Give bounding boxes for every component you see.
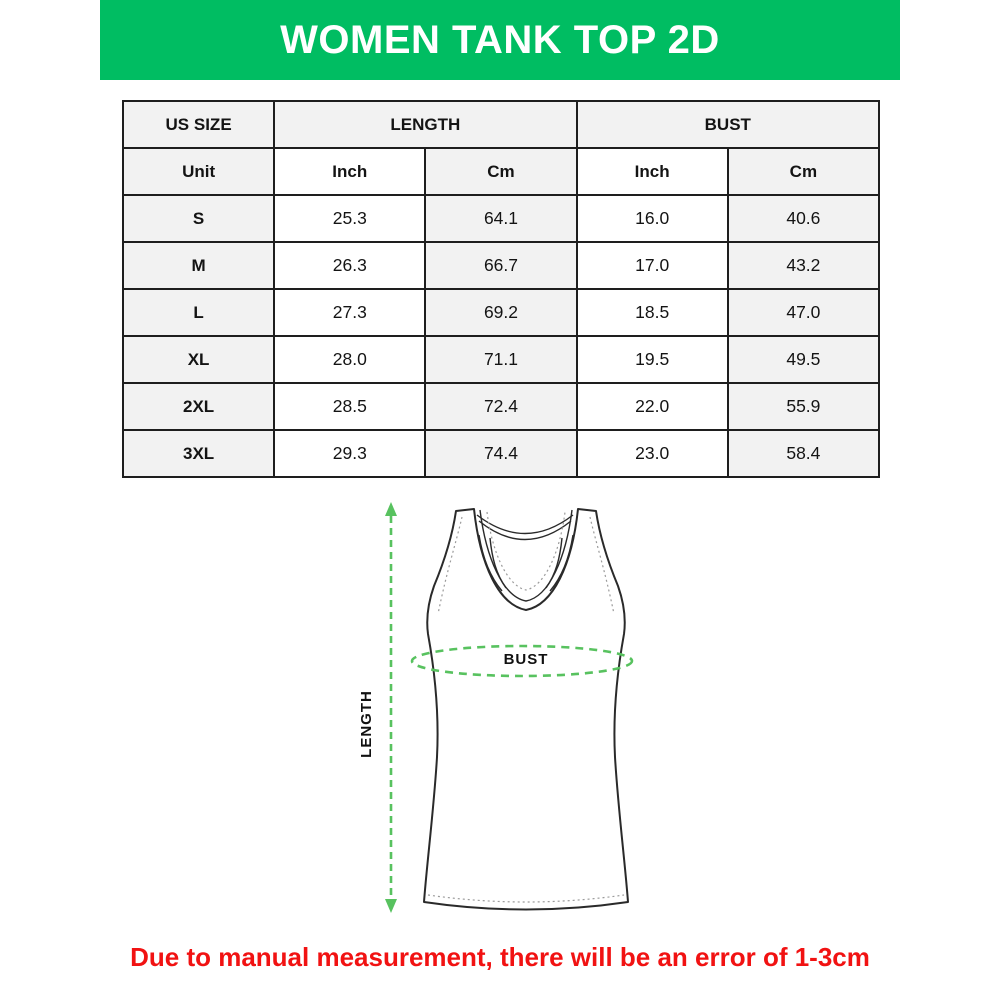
arrow-down-icon	[385, 899, 397, 913]
page-title: WOMEN TANK TOP 2D	[280, 17, 720, 62]
col-header-bust: BUST	[577, 101, 879, 148]
table-row	[123, 336, 879, 383]
measurement-cell: 66.7	[425, 242, 576, 289]
measurement-cell: 58.4	[728, 430, 879, 477]
table-row	[123, 242, 879, 289]
bust-label: BUST	[503, 651, 549, 668]
arrow-up-icon	[385, 502, 397, 516]
tank-top-illustration	[424, 509, 628, 910]
table-row	[123, 430, 879, 477]
size-chart-table	[122, 100, 880, 478]
measurement-cell: 72.4	[425, 383, 576, 430]
size-cell: S	[123, 195, 274, 242]
tank-top-diagram	[340, 495, 680, 945]
measurement-cell: 17.0	[577, 242, 728, 289]
measurement-cell: 49.5	[728, 336, 879, 383]
length-cm-header-cell: Cm	[425, 148, 576, 195]
measurement-cell: 19.5	[577, 336, 728, 383]
unit-header-cell: Unit	[123, 148, 274, 195]
measurement-disclaimer: Due to manual measurement, there will be an error of 1-3cm	[130, 942, 870, 972]
measurement-cell: 22.0	[577, 383, 728, 430]
bust-cm-header-cell: Cm	[728, 148, 879, 195]
size-cell: M	[123, 242, 274, 289]
measurement-cell: 64.1	[425, 195, 576, 242]
measurement-cell: 28.5	[274, 383, 425, 430]
col-header-us-size: US SIZE	[123, 101, 274, 148]
measurement-cell: 71.1	[425, 336, 576, 383]
measurement-cell: 69.2	[425, 289, 576, 336]
measurement-cell: 40.6	[728, 195, 879, 242]
table-header-row-1	[123, 101, 879, 148]
size-cell: L	[123, 289, 274, 336]
measurement-cell: 26.3	[274, 242, 425, 289]
table-header-row-2	[123, 148, 879, 195]
measurement-cell: 43.2	[728, 242, 879, 289]
measurement-cell: 28.0	[274, 336, 425, 383]
table-row	[123, 195, 879, 242]
size-cell: 2XL	[123, 383, 274, 430]
measurement-cell: 47.0	[728, 289, 879, 336]
measurement-cell: 74.4	[425, 430, 576, 477]
table-row	[123, 289, 879, 336]
measurement-cell: 25.3	[274, 195, 425, 242]
length-label: LENGTH	[358, 690, 375, 758]
table-row	[123, 383, 879, 430]
col-header-length: LENGTH	[274, 101, 576, 148]
measurement-cell: 29.3	[274, 430, 425, 477]
measurement-cell: 18.5	[577, 289, 728, 336]
size-cell: XL	[123, 336, 274, 383]
measurement-cell: 16.0	[577, 195, 728, 242]
title-bar	[100, 0, 900, 80]
length-arrow	[385, 502, 397, 913]
size-cell: 3XL	[123, 430, 274, 477]
measurement-cell: 23.0	[577, 430, 728, 477]
measurement-cell: 55.9	[728, 383, 879, 430]
length-inch-header-cell: Inch	[274, 148, 425, 195]
bust-inch-header-cell: Inch	[577, 148, 728, 195]
measurement-cell: 27.3	[274, 289, 425, 336]
